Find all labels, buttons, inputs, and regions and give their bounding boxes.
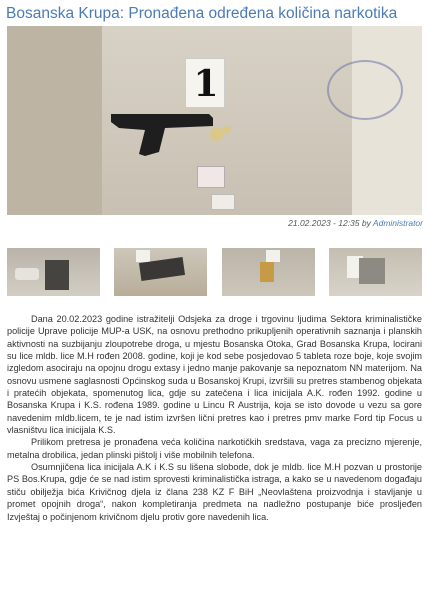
stamp-mark <box>327 60 403 120</box>
thumb-object <box>260 262 274 282</box>
photo-gallery <box>7 248 422 296</box>
article-paragraph: Osumnjičena lica inicijala A.K i K.S su lišena slobode, dok je mldb. lice M.H pozvan u prostorije PS Bos.Krupa, gdje će se nad istim sprovesti kriminalistička istraga, a kako se u navedenom događaju stiču obilježja bića Krivičnog djela iz člana 238 KZ F BiH „Neovlaštena proizvodnja i stavljanje u promet opojnih droga“, nakon kompletiranja predmeta na nadležno postupanje biće prosljeđen Izvještaj o počinjenom krivičnom djelu protiv gore navedenih lica. <box>7 462 422 522</box>
photo-background-left <box>7 26 102 215</box>
thumb-marker <box>136 250 150 262</box>
post-meta <box>288 218 423 228</box>
article-body <box>7 313 422 523</box>
gallery-thumbnail[interactable] <box>329 248 422 296</box>
article-title[interactable]: Bosanska Krupa: Pronađena određena količina narkotika <box>6 5 398 22</box>
evidence-packet <box>211 194 235 210</box>
thumb-object <box>359 258 385 284</box>
evidence-marker-number: 1 <box>193 63 219 105</box>
article-paragraph: Dana 20.02.2023 godine istražitelji Odsjeka za droge i trgovinu ljudima Sektora kriminalističke policije Uprave policije MUP-a USK, na osnovu prethodno prikupljenih operativnih saznanja i planskih aktivnosti na suzbijanju zloupotrebe droga, u mjestu Bosanska Otoka, Grad Bosanska Krupa, locirani su lice mldb. lice M.H rođen 2008. godine, koji je kod sebe posjedovao 5 tableta roze boje, koje svojim izgledom asociraju na opojnu drogu extasy i jedno manje pakovanje sa nepoznatom NN materijom. Na osnovu usmene saglasnosti Općinskog suda u Bosanskoj Krupi, izvršili su pretres stambenog objekata i pratećih objekata, spomenutog lica, gdje su zatečena i lica inicijala A.K. rođen 1992. godine u Bosanska Krupa i K.S. rođena 1989. godine u Lincu R Austrija, koja se isto dovode u vezu sa gore navedenim mldb.licem, te je nad istim izvršen lični pretres kao i pretres pmv marke Ford tip Focus u vlasništvu lica inicijala K.S. <box>7 314 422 436</box>
thumb-item <box>15 268 39 280</box>
evidence-marker <box>185 58 225 108</box>
post-date: 21.02.2023 - 12:35 <box>288 218 360 228</box>
gallery-thumbnail[interactable] <box>222 248 315 296</box>
photo-background-right <box>352 26 422 215</box>
article-paragraph: Prilikom pretresa je pronađena veća količina narkotičkih sredstava, vaga za precizno mjerenje, metalna drobilica, jedan plinski pištolj i više mobilnih telefona. <box>7 437 422 460</box>
post-author[interactable]: Administrator <box>372 218 423 228</box>
gallery-thumbnail[interactable] <box>114 248 207 296</box>
evidence-bag <box>197 166 225 188</box>
thumb-object <box>45 260 69 290</box>
main-photo[interactable] <box>7 26 422 215</box>
thumb-marker <box>266 250 280 262</box>
gallery-thumbnail[interactable] <box>7 248 100 296</box>
pistol-icon <box>105 108 231 160</box>
post-by-label: by <box>361 218 371 228</box>
